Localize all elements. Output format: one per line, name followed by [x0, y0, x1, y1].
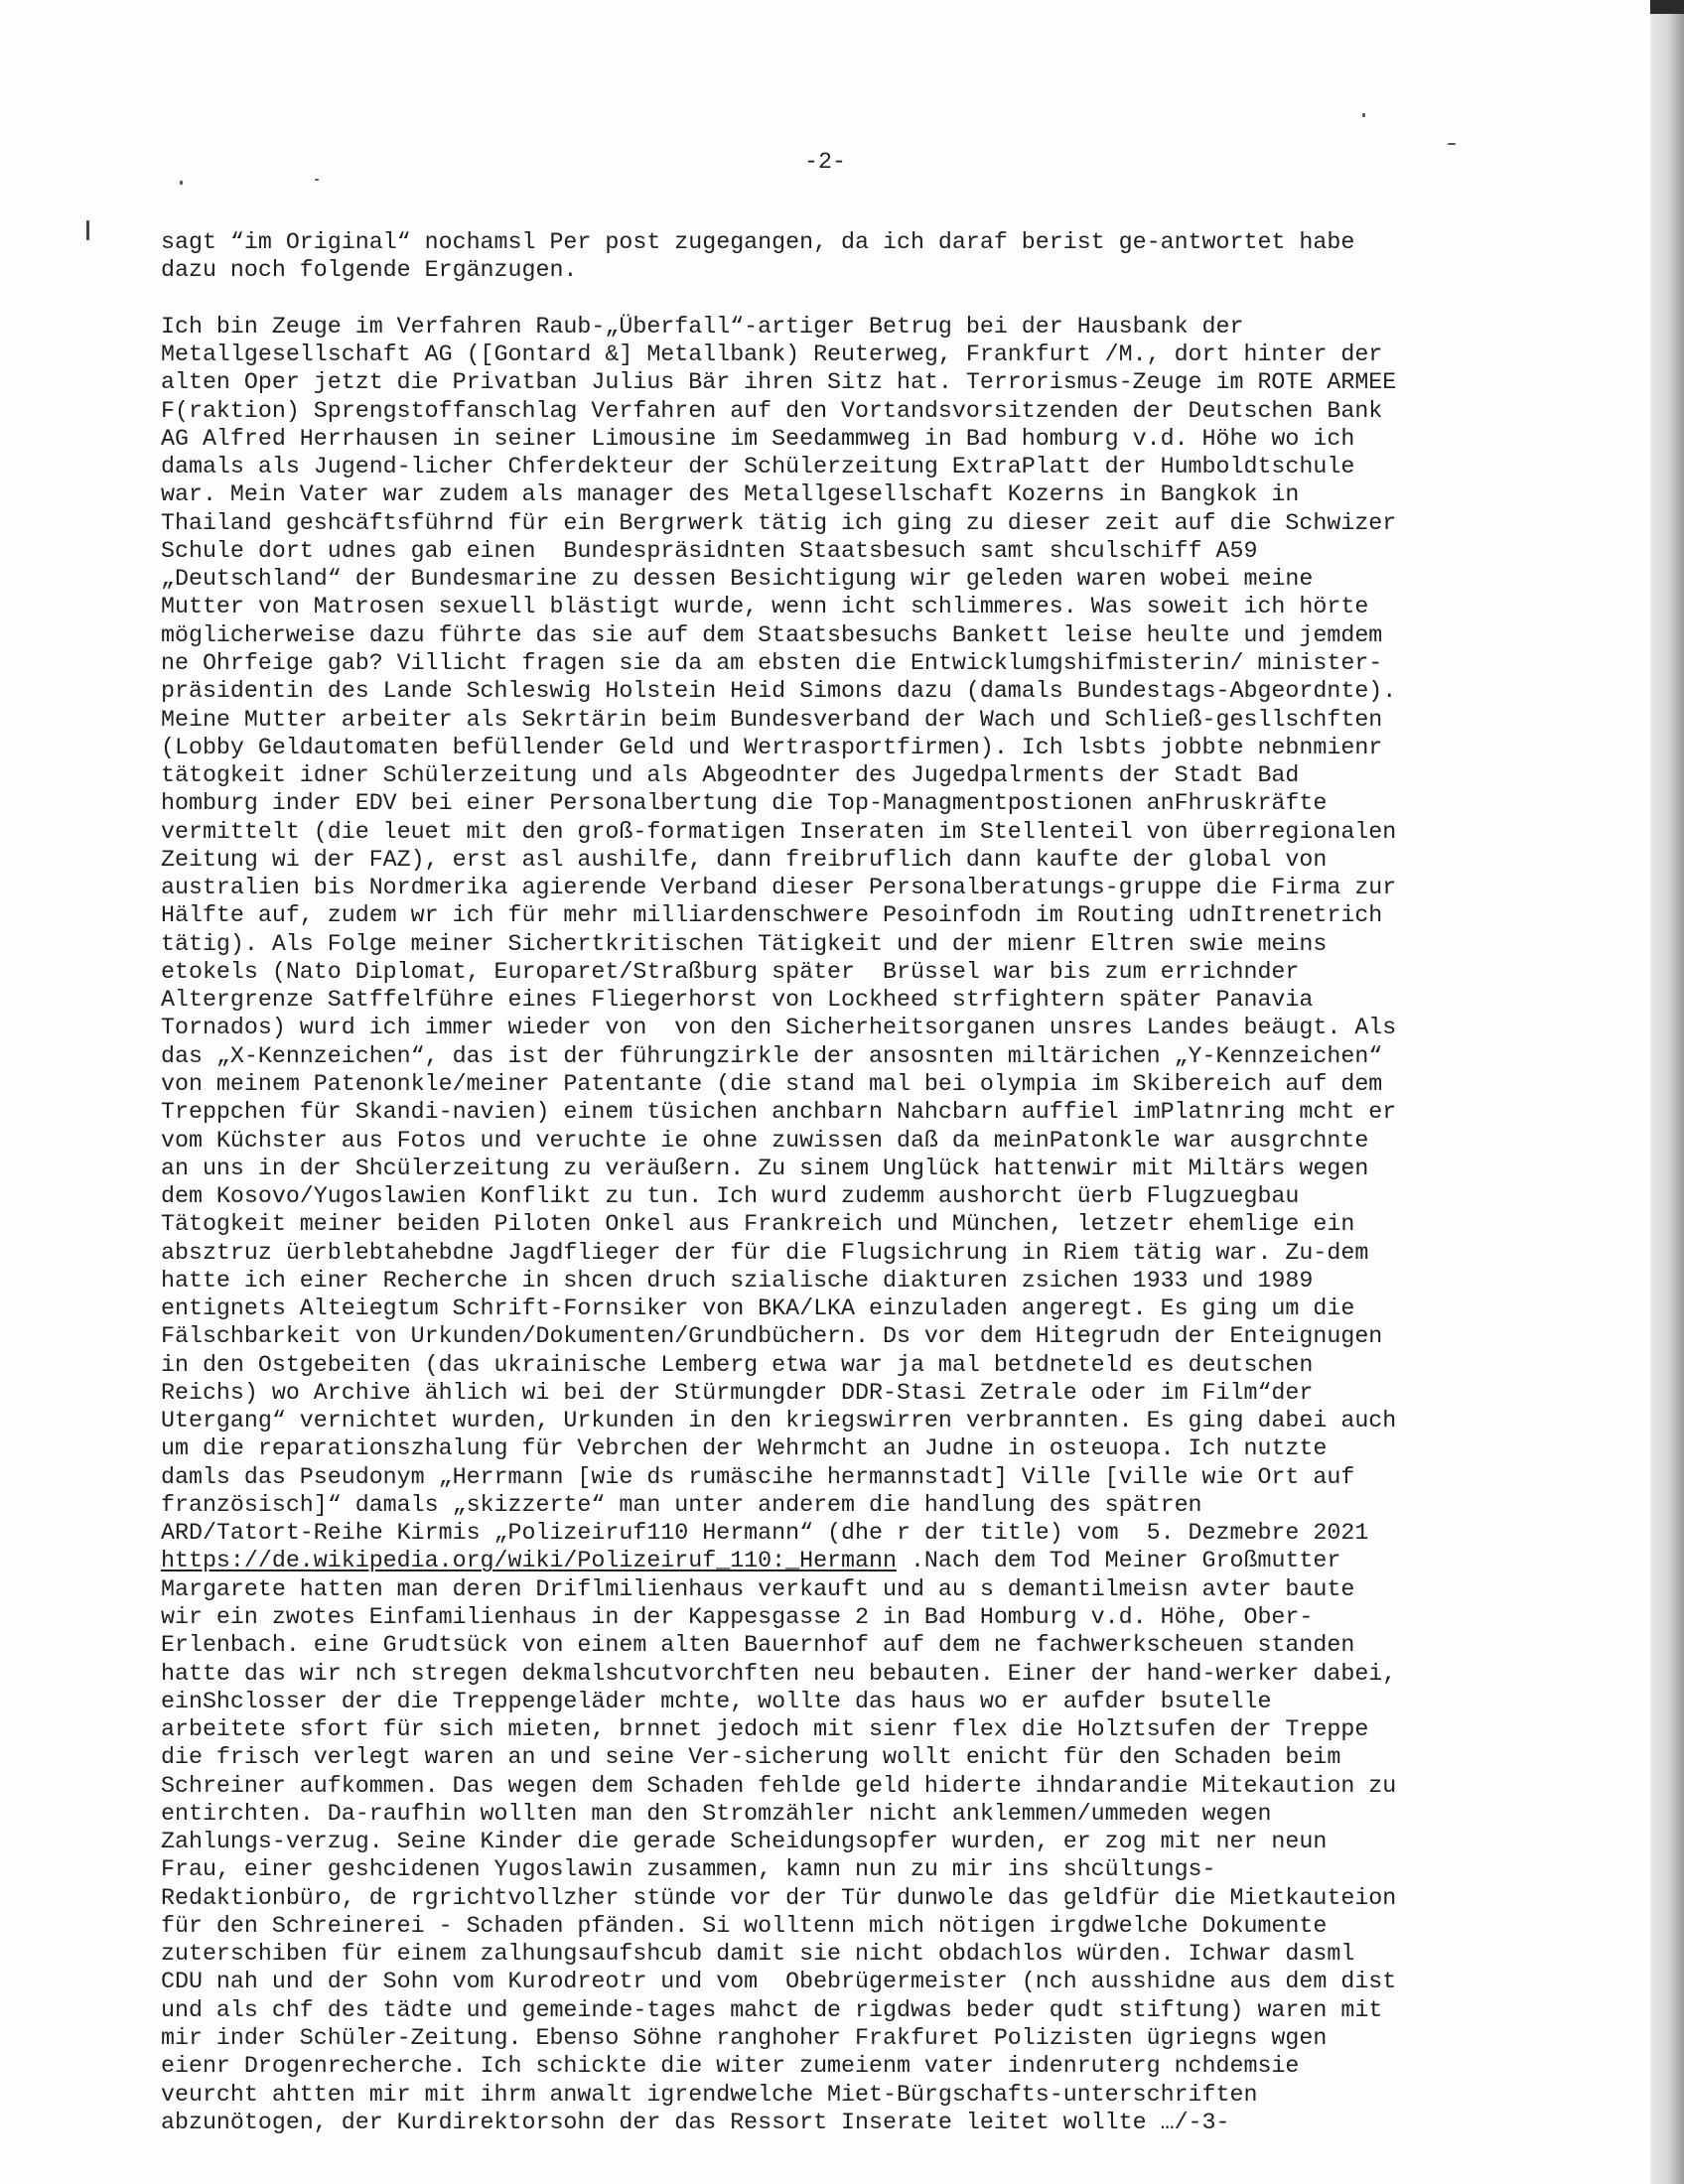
text-line: mir inder Schüler-Zeitung. Ebenso Söhne ranghoher Frakfuret Polizisten ügriegns wgen	[161, 2025, 1328, 2051]
text-line: Reichs) wo Archive ählich wi bei der Stürmungder DDR-Stasi Zetrale oder im Film“der	[161, 1379, 1314, 1406]
scan-speck	[1362, 113, 1365, 117]
text-line: zuterschiben für einem zalhungsaufshcub damit sie nicht obdachlos würden. Ichwar dasml	[161, 1941, 1355, 1968]
text-line: Treppchen für Skandi-navien) einem tüsichen anchbarn Nahcbarn auffiel imPlatnring mcht er	[161, 1099, 1397, 1126]
link-line	[161, 1547, 1611, 1574]
text-line: war. Mein Vater war zudem als manager des Metallgesellschaft Kozerns in Bangkok in	[161, 481, 1300, 508]
text-line: französisch]“ damals „skizzerte“ man unter anderem die handlung des spätren	[161, 1491, 1202, 1518]
text-line: arbeitete sfort für sich mieten, brnnet jedoch mit sienr flex die Holztsufen der Treppe	[161, 1716, 1369, 1743]
text-line: dazu noch folgende Ergänzugen.	[161, 257, 578, 284]
text-line: in den Ostgebeiten (das ukrainische Lemberg etwa war ja mal betdneteld es deutschen	[161, 1351, 1314, 1378]
text-line: Metallgesellschaft AG ([Gontard &] Metallbank) Reuterweg, Frankfurt /M., dort hinter der	[161, 341, 1383, 368]
text-line: ne Ohrfeige gab? Villicht fragen sie da am ebsten die Entwicklumgshifmisterin/ minister-	[161, 649, 1383, 676]
text-line: Redaktionbüro, de rgrichtvollzher stünde vor der Tür dunwole das geldfür die Mietkauteion	[161, 1884, 1397, 1911]
paragraph	[161, 313, 1611, 2136]
text-line: einShclosser der die Treppengeläder mchte, wollte das haus wo er aufder bsutelle	[161, 1688, 1272, 1714]
page-number: -2-	[804, 149, 846, 175]
text-line: entirchten. Da-raufhin wollten man den Stromzähler nicht anklemmen/ummeden wegen	[161, 1800, 1272, 1827]
text-line: Hälfte auf, zudem wr ich für mehr milliardenschwere Pesoinfodn im Routing udnItrenetrich	[161, 902, 1383, 929]
text-line: wir ein zwotes Einfamilienhaus in der Kappesgasse 2 in Bad Homburg v.d. Höhe, Ober-	[161, 1604, 1314, 1631]
scan-speck	[86, 220, 89, 240]
text-line: „Deutschland“ der Bundesmarine zu dessen Besichtigung wir geleden waren wobei meine	[161, 566, 1314, 593]
text-line: Meine Mutter arbeiter als Sekrtärin beim Bundesverband der Wach und Schließ-gesllschften	[161, 706, 1383, 733]
text-line: Mutter von Matrosen sexuell blästigt wurde, wenn icht schlimmeres. Was soweit ich hörte	[161, 594, 1369, 620]
text-line: Utergang“ vernichtet wurden, Urkunden in den kriegswirren verbrannten. Es ging dabei auch	[161, 1408, 1397, 1434]
text-line: Zeitung wi der FAZ), erst asl aushilfe, dann freibruflich dann kaufte der global von	[161, 846, 1328, 873]
text-line: vermittelt (die leuet mit den groß-formatigen Inseraten im Stellenteil von überregionalen	[161, 818, 1397, 845]
scan-speck	[315, 179, 319, 181]
text-line: damals als Jugend-licher Chferdekteur der Schülerzeitung ExtraPlatt der Humboldtschule	[161, 454, 1355, 480]
text-line: die frisch verlegt waren an und seine Ver-sicherung wollt enicht für den Schaden beim	[161, 1744, 1341, 1771]
wikipedia-link[interactable]: https://de.wikipedia.org/wiki/Polizeiruf_110:_Hermann	[161, 1548, 897, 1574]
text-line: vom Küchster aus Fotos und veruchte ie ohne zuwissen daß da meinPatonkle war ausgrchnte	[161, 1127, 1369, 1154]
text-line: das „X-Kennzeichen“, das ist der führungzirkle der ansosnten miltärichen „Y-Kennzeichen“	[161, 1042, 1383, 1069]
text-line: australien bis Nordmerika agierende Verband dieser Personalberatungs-gruppe die Firma zur	[161, 875, 1397, 901]
text-line: etokels (Nato Diplomat, Europaret/Straßburg später Brüssel war bis zum errichnder	[161, 958, 1300, 985]
link-trailing-text: .Nach dem Tod Meiner Großmutter	[896, 1548, 1341, 1574]
text-line: (Lobby Geldautomaten befüllender Geld und Wertrasportfirmen). Ich lsbts jobbte nebnmienr	[161, 734, 1383, 760]
text-line: alten Oper jetzt die Privatban Julius Bär ihren Sitz hat. Terrorismus-Zeuge im ROTE ARMEE	[161, 369, 1397, 396]
text-line: entignets Alteiegtum Schrift-Fornsiker von BKA/LKA einzuladen angeregt. Es ging um die	[161, 1296, 1355, 1322]
scan-speck	[180, 181, 183, 185]
text-line: Margarete hatten man deren Driflmilienhaus verkauft und au s demantilmeisn avter baute	[161, 1575, 1355, 1602]
scan-edge-shadow	[1650, 0, 1684, 2184]
text-line: veurcht ahtten mir mit ihrm anwalt igrendwelche Miet-Bürgschafts-unterschriften	[161, 2081, 1258, 2108]
letter-body	[161, 228, 1611, 2136]
text-line: Schule dort udnes gab einen Bundespräsidnten Staatsbesuch samt shculschiff A59	[161, 537, 1258, 564]
paragraph-gap	[161, 285, 1611, 313]
text-line: für den Schreinerei - Schaden pfänden. Si wolltenn mich nötigen irgdwelche Dokumente	[161, 1912, 1328, 1939]
text-line: Ich bin Zeuge im Verfahren Raub-„Überfall“-artiger Betrug bei der Hausbank der	[161, 313, 1244, 340]
scan-speck	[1448, 143, 1456, 145]
scan-corner	[1650, 0, 1684, 14]
text-line: abzunötogen, der Kurdirektorsohn der das Ressort Inserate leitet wollte …/-3-	[161, 2109, 1230, 2135]
text-line: absztruz üerblebtahebdne Jagdflieger der für die Flugsichrung in Riem tätig war. Zu-dem	[161, 1239, 1369, 1266]
text-line: möglicherweise dazu führte das sie auf dem Staatsbesuchs Bankett leise heulte und jemdem	[161, 621, 1383, 648]
text-line: Fälschbarkeit von Urkunden/Dokumenten/Grundbüchern. Ds vor dem Hitegrudn der Enteignugen	[161, 1323, 1383, 1350]
text-line: tätogkeit idner Schülerzeitung und als Abgeodnter des Jugedpalrments der Stadt Bad	[161, 762, 1300, 789]
text-line: hatte das wir nch stregen dekmalshcutvorchften neu bebauten. Einer der hand-werker dabei,	[161, 1660, 1397, 1687]
text-line: Zahlungs-verzug. Seine Kinder die gerade Scheidungsopfer wurden, er zog mit ner neun	[161, 1829, 1328, 1855]
text-line: Schreiner aufkommen. Das wegen dem Schaden fehlde geld hiderte ihndarandie Mitekaution zu	[161, 1772, 1397, 1799]
text-line: homburg inder EDV bei einer Personalbertung die Top-Managmentpostionen anFhruskräfte	[161, 790, 1328, 817]
text-line: und als chf des tädte und gemeinde-tages mahct de rigdwas beder qudt stiftung) waren mit	[161, 1996, 1383, 2023]
text-line: CDU nah und der Sohn vom Kurodreotr und vom Obebrügermeister (nch ausshidne aus dem dist	[161, 1969, 1397, 1995]
text-line: Thailand geshcäftsführnd für ein Bergrwerk tätig ich ging zu dieser zeit auf die Schwizer	[161, 509, 1397, 536]
text-line: Erlenbach. eine Grudtsück von einem alten Bauernhof auf dem ne fachwerkscheuen standen	[161, 1632, 1355, 1659]
text-line: präsidentin des Lande Schleswig Holstein Heid Simons dazu (damals Bundestags-Abgeordnte).	[161, 678, 1397, 705]
text-line: um die reparationszhalung für Vebrchen der Wehrmcht an Judne in osteuopa. Ich nutzte	[161, 1435, 1328, 1462]
text-line: Frau, einer geshcidenen Yugoslawin zusammen, kamn nun zu mir ins shcültungs-	[161, 1856, 1216, 1883]
text-line: tätig). Als Folge meiner Sichertkritischen Tätigkeit und der mienr Eltren swie meins	[161, 930, 1328, 957]
text-line: an uns in der Shcülerzeitung zu veräußern. Zu sinem Unglück hattenwir mit Miltärs wegen	[161, 1155, 1369, 1181]
text-line: damls das Pseudonym „Herrmann [wie ds rumäscihe hermannstadt] Ville [ville wie Ort auf	[161, 1463, 1355, 1490]
text-line: Altergrenze Satffelführe eines Fliegerhorst von Lockheed strfightern später Panavia	[161, 987, 1314, 1014]
text-line: hatte ich einer Recherche in shcen druch szialische diakturen zsichen 1933 und 1989	[161, 1267, 1314, 1294]
text-line: von meinem Patenonkle/meiner Patentante (die stand mal bei olympia im Skibereich auf dem	[161, 1070, 1383, 1097]
text-line: dem Kosovo/Yugoslawien Konflikt zu tun. Ich wurd zudemm aushorcht üerb Flugzuegbau	[161, 1183, 1300, 1210]
text-line: sagt “im Original“ nochamsl Per post zugegangen, da ich daraf berist ge-antwortet habe	[161, 229, 1355, 255]
text-line: F(raktion) Sprengstoffanschlag Verfahren auf den Vortandsvorsitzenden der Deutschen Bank	[161, 397, 1383, 424]
paragraph	[161, 228, 1611, 285]
text-line: Tätogkeit meiner beiden Piloten Onkel aus Frankreich und München, letzetr ehemlige ein	[161, 1211, 1355, 1238]
text-line: Tornados) wurd ich immer wieder von von den Sicherheitsorganen unsres Landes beäugt. Als	[161, 1015, 1397, 1041]
text-line: eienr Drogenrecherche. Ich schickte die witer zumeienm vater indenruterg nchdemsie	[161, 2053, 1300, 2080]
text-line: AG Alfred Herrhausen in seiner Limousine im Seedammweg in Bad homburg v.d. Höhe wo ich	[161, 425, 1355, 452]
text-line: ARD/Tatort-Reihe Kirmis „Polizeiruf110 Hermann“ (dhe r der title) vom 5. Dezmebre 2021	[161, 1520, 1369, 1547]
